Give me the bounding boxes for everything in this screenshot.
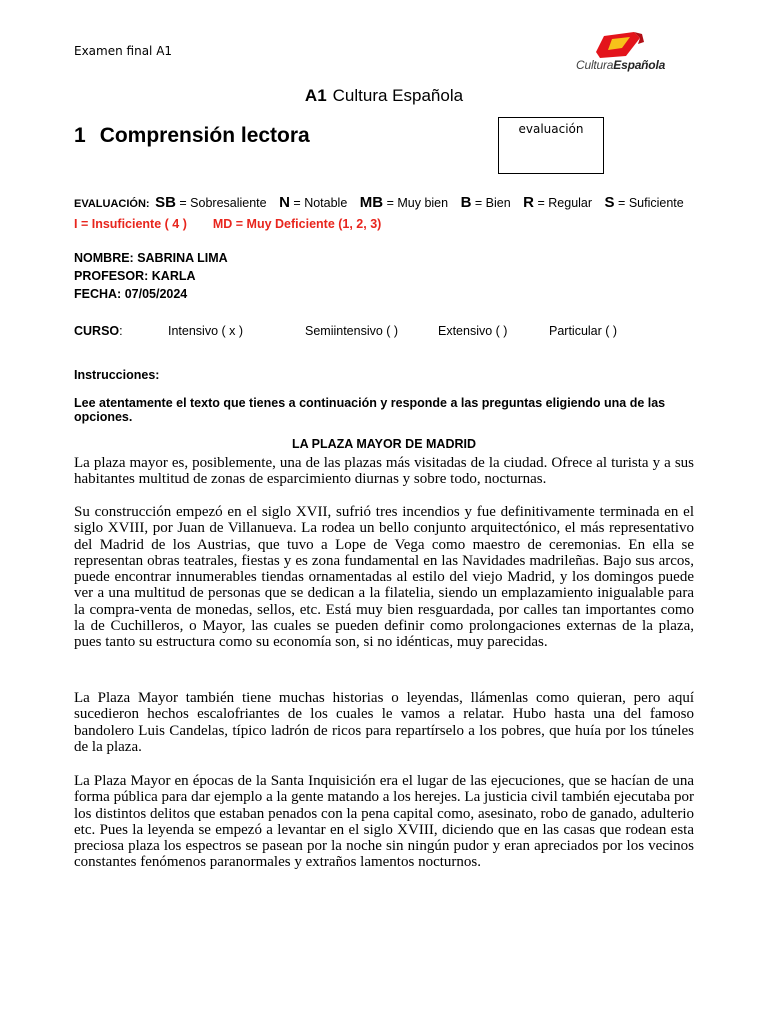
curso-label: CURSO: [74, 324, 120, 338]
evaluation-box[interactable]: [498, 117, 604, 174]
legend-code: B: [460, 194, 472, 211]
curso-option-intensivo[interactable]: Intensivo ( x ): [168, 324, 244, 338]
instructions-text: Lee atentamente el texto que tienes a continuación y responde a las preguntas eligiendo una de las opciones.: [74, 396, 666, 424]
exam-date: FECHA: 07/05/2024: [74, 287, 188, 301]
curso-option-extensivo[interactable]: Extensivo ( ): [438, 324, 508, 338]
grading-legend: [74, 194, 684, 211]
curso-option-semiintensivo[interactable]: Semiintensivo ( ): [305, 324, 399, 338]
legend-code: MB: [359, 194, 384, 211]
teacher-name: PROFESOR: KARLA: [74, 269, 196, 283]
exam-label: Examen final A1: [74, 44, 173, 58]
legend-code: SB: [155, 194, 176, 211]
legend-text: = Regular: [537, 196, 593, 210]
reading-paragraph: La plaza mayor es, posiblemente, una de las plazas más visitadas de la ciudad. Ofrece al turista y a sus habitantes multitud de zonas de esparcimiento diurnas y sobre todo, nocturnas.: [74, 455, 694, 488]
section-heading: [74, 124, 310, 148]
logo-wordmark: [576, 58, 665, 72]
logo-text-regular: Cultura: [576, 58, 614, 72]
instructions-heading: Instrucciones:: [74, 368, 160, 382]
title-level: A1: [304, 86, 327, 105]
curso-label-wrap: [74, 324, 123, 338]
section-number: 1: [74, 124, 86, 147]
legend-insuficiente: I = Insuficiente ( 4 ): [74, 217, 187, 231]
flag-logo-icon: [576, 30, 668, 60]
curso-option-particular[interactable]: Particular ( ): [549, 324, 618, 338]
grading-legend-low: [74, 217, 381, 231]
legend-code: S: [604, 194, 615, 211]
reading-paragraph: La Plaza Mayor en épocas de la Santa Inquisición era el lugar de las ejecuciones, que se hacían de una forma pública para dar ejemplo a la gente matando a los herejes. La justicia civil también ejecutaba por los distintos delitos que estaban penados con la pena capital como, asesinato, robo de ganado, adulterio etc. Pues la leyenda se empezó a levantar en el siglo XVIII, diciendo que en las casas que rodean esta preciosa plaza los espectros se pasean por la noche sin ningún pudor y eran apreciados por los vecinos constantes fenómenos paranormales y extraños lamentos nocturnos.: [74, 773, 694, 871]
reading-paragraph: Su construcción empezó en el siglo XVII, sufrió tres incendios y fue definitivamente terminada en el siglo XVIII, por Juan de Villanueva. La rodea un bello conjunto arquitectónico, el más representativo del Madrid de los Austrias, que tuvo a Lope de Vega como maestro de ceremonias. En ella se representan obras teatrales, fiestas y es zona fundamental en las Navidades madrileñas. Bajo sus arcos, puede encontrar innumerables tiendas ornamentadas al estilo del viejo Madrid, y los domingos puede ver a una multitud de personas que se dedican a la filatelia, siendo un emplazamiento inigualable para la compra-venta de monedas, sellos, etc. Está muy bien resguardada, por calles tan importantes como la de Cuchilleros, o Mayor, las cuales se pueden definir como prolongaciones externas de la plaza, pues tanto su estructura como su economía son, si no idénticas, muy parecidas.: [74, 504, 694, 651]
legend-code: N: [279, 194, 290, 211]
reading-paragraph: La Plaza Mayor también tiene muchas historias o leyendas, llámenlas como quieran, pero aquí sucedieron hechos escalofriantes de los cuales le vamos a relatar. Hubo hasta una del famoso bandolero Luis Candelas, típico ladrón de ricos para repartírselo a los pobres, que huía por los túneles de la plaza.: [74, 690, 694, 755]
legend-text: = Suficiente: [618, 196, 684, 210]
reading-title: LA PLAZA MAYOR DE MADRID: [291, 437, 477, 451]
legend-text: = Bien: [474, 196, 511, 210]
legend-text: = Sobresaliente: [179, 196, 267, 210]
logo-text-bold: Española: [613, 58, 666, 72]
cultura-espanola-logo: [576, 30, 668, 74]
student-name: NOMBRE: SABRINA LIMA: [74, 251, 228, 265]
evaluation-box-label: evaluación: [518, 122, 584, 136]
legend-code: R: [523, 194, 535, 211]
section-name: Comprensión lectora: [99, 124, 310, 147]
legend-muy-deficiente: MD = Muy Deficiente (1, 2, 3): [212, 217, 382, 231]
legend-text: = Notable: [293, 196, 348, 210]
legend-text: = Muy bien: [386, 196, 449, 210]
legend-label: EVALUACIÓN:: [74, 198, 150, 210]
title-subject: Cultura Española: [332, 86, 464, 105]
curso-colon: :: [119, 324, 123, 338]
page-title: [0, 86, 768, 106]
